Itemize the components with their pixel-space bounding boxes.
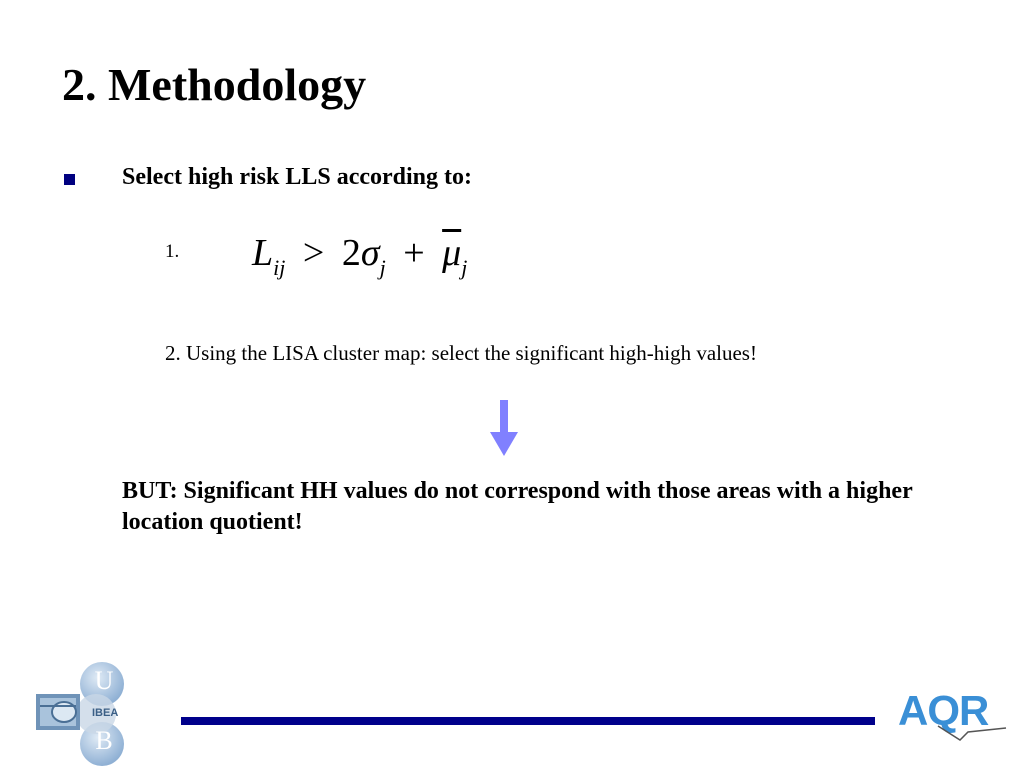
item-1-number: 1. [165,241,180,262]
formula-mu-sub: j [461,255,468,280]
formula-lhs: L [252,232,274,274]
item-2-text: 2. Using the LISA cluster map: select the significant high-high values! [165,341,757,365]
formula-sigma: σ [360,232,380,274]
ubea-letter-b: B [95,726,113,755]
footer-bar [181,717,875,725]
bullet-text: Select high risk LLS according to: [122,164,473,190]
formula-mu: $\overline{\mu}$ [442,232,462,274]
formula-relation: > [302,232,325,274]
formula-coefficient: 2 [341,232,361,274]
aqr-swoosh-icon [898,687,1008,742]
threshold-formula [252,234,467,279]
square-bullet-icon [64,174,75,185]
aqr-label: AQR [898,687,989,734]
ubea-letter-u: U [94,666,114,695]
formula-plus: + [403,232,425,274]
slide-title: 2. Methodology [62,59,367,110]
down-arrow-icon [490,400,518,456]
ubea-label: IBEA [92,707,119,719]
formula-sigma-sub: j [379,255,386,280]
ubea-logo [34,660,154,768]
conclusion-text: BUT: Significant HH values do not correspond with those areas with a higher location quotient! [122,478,913,535]
formula-lhs-sub: ij [273,255,286,280]
aqr-logo [898,687,1008,742]
